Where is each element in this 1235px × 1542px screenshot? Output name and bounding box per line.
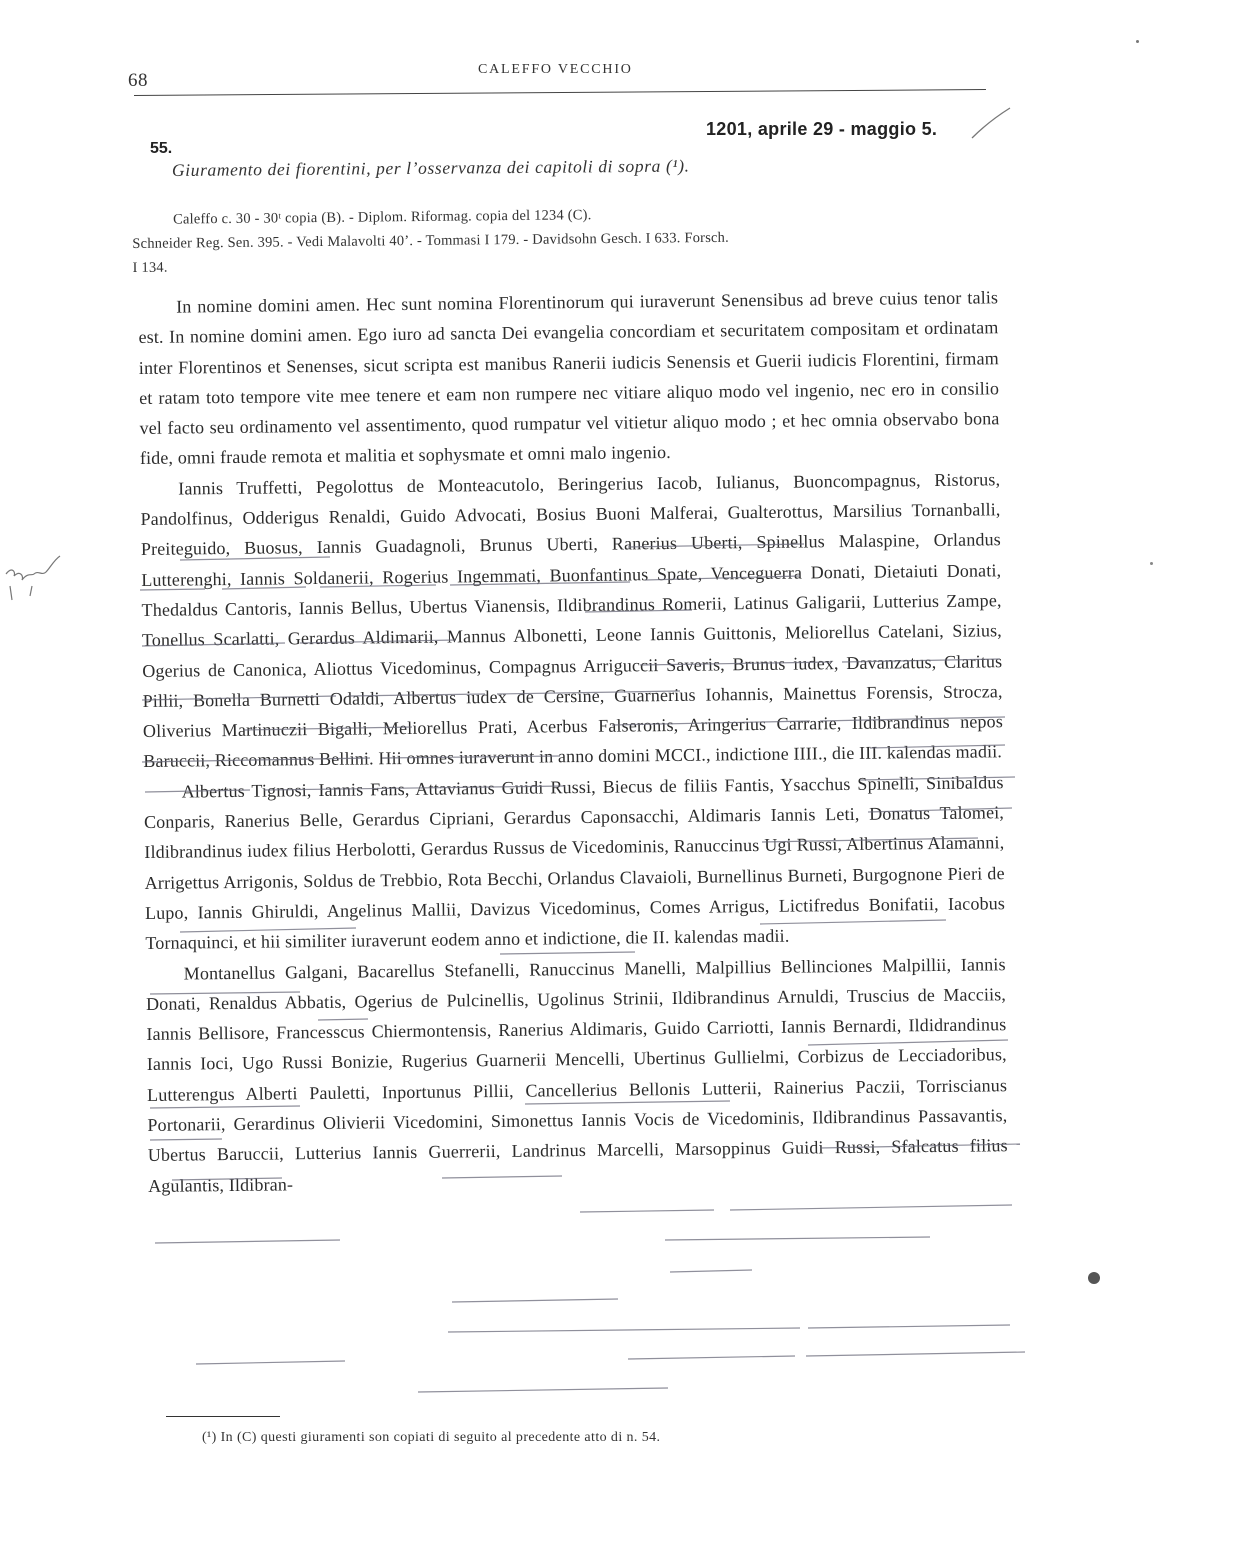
document-title: Giuramento dei fiorentini, per l’osservanza dei capitoli di sopra (¹). — [171, 155, 690, 180]
source-line: Schneider Reg. Sen. 395. - Vedi Malavolti 40’. - Tommasi I 179. - Davidsohn Gesch. I 633. Forsch. — [132, 229, 729, 252]
footnote: (¹) In (C) questi giuramenti son copiati di seguito al precedente atto di n. 54. — [202, 1430, 661, 1445]
dust-dot — [1150, 562, 1153, 565]
header-rule — [134, 89, 986, 96]
dust-dot — [1136, 40, 1139, 43]
pencil-margin-note — [2, 546, 66, 610]
document-number: 55. — [150, 140, 173, 157]
source-citations — [132, 199, 993, 280]
oath-paragraph: In nomine domini amen. Hec sunt nomina Florentinorum qui iuraverunt Senensibus ad breve cuius tenor talis est. In nomine domini amen. Ego iuro ad sancta Dei evangelia concordiam et securitatem compositam et ordinatam inter Florentinos et Senenses, sicut scripta est manibus Ranerii iudicis Senensis et Guerii iudicis Florentini, firmam et ratam toto tempore vite mee tenere et eam non rumpere nec vitiare aliquo modo vel ingenio, nec ero in consilio vel facto seu ordinamento vel assentimento, quod rumpatur vel vitietur aliquo modo ; et hec omnia observabo bona fide, omni fraude remota et malitia et sophysmate et omni malo ingenio. — [138, 287, 1000, 469]
running-title: CALEFFO VECCHIO — [478, 62, 633, 77]
source-line: I 134. — [132, 259, 168, 276]
footnote-rule — [166, 1416, 280, 1417]
pencil-slash-mark — [970, 106, 1012, 140]
names-paragraph-1: Iannis Truffetti, Pegolottus de Monteacutolo, Beringerius Iacob, Iulianus, Buoncompagnus, Ristorus, Pandolfinus, Odderigus Renaldi, Guido Advocati, Bosius Buoni Malferai, Gualterottus, Marsilius Tornanballi, Preiteguido, Buosus, Iannis Guadagnoli, Brunus Uberti, Ranerius Uberti, Spinellus Malaspine, Orlandus Lutterenghi, Iannis Soldanerii, Rogerius Ingemmati, Buonfantinus Spate, Venceguerra Donati, Dietaiuti Donati, Thedaldus Cantoris, Iannis Bellus, Ubertus Vianensis, Ildibrandinus Romerii, Latinus Galigarii, Lutterius Zampe, Tonellus Scarlatti, Gerardus Aldimarii, Mannus Albonetti, Leone Iannis Guittonis, Meliorellus Catelani, Sizius, Ogerius de Canonica, Aliottus Vicedominus, Compagnus Arriguccii Saveris, Brunus iudex, Davanzatus, Claritus Pillii, Bonella Burnetti Odaldi, Albertus iudex de Cersine, Guarnerius Iohannis, Mainettus Forensis, Strocza, Oliverius Martinuczii Bigalli, Meliorellus Prati, Acerbus Falseronis, Aringerius Carrarie, Ildibrandinus nepos Baruccii, Riccomannus Bellini. Hii omnes iuraverunt in anno domini MCCI., indictione IIII., die III. kalendas madii. — [140, 469, 1004, 772]
names-paragraph-2: Albertus Tignosi, Iannis Fans, Attavianus Guidi Russi, Biecus de filiis Fantis, Ysacchus Spinelli, Sinibaldus Conparis, Ranerius Belle, Gerardus Cipriani, Gerardus Caponsacchi, Aldimaris Iannis Leti, Donatus Talomei, Ildibrandinus iudex filius Herbolotti, Gerardus Russus de Vicedominis, Ranuccinus Ugi Russi, Albertinus Alamanni, Arrigettus Arrigonis, Soldus de Trebbio, Rota Becchi, Orlandus Clavaioli, Burnellinus Burneti, Burgognone Pieri de Lupo, Iannis Ghiruldi, Angelinus Mallii, Davizus Vicedominus, Comes Arrigus, Lictifredus Bonifatii, Iacobus Tornaquinci, et hii similiter iuraverunt eodem anno et indictione, die II. kalendas madii. — [143, 771, 1006, 954]
document-body — [138, 282, 1008, 1201]
page-number: 68 — [128, 70, 148, 91]
names-paragraph-3: Montanellus Galgani, Bacarellus Stefanelli, Ranuccinus Manelli, Malpillius Bellinciones Malpillii, Iannis Donati, Renaldus Abbatis, Ogerius de Pulcinellis, Ugolinus Strinii, Ildibrandinus Arnuldi, Truscius de Macciis, Iannis Bellisore, Francesscus Chiermontensis, Ranerius Aldimaris, Guido Carriotti, Iannis Bernardi, Ildidrandinus Iannis Ioci, Ugo Russi Bonizie, Rugerius Guarnerii Mencelli, Ubertinus Gullielmi, Corbizus de Lecciadoribus, Lutterengus Alberti Pauletti, Inportunus Pillii, Cancellerius Bellonis Lutterii, Rainerius Paczii, Torriscianus Portonarii, Gerardinus Olivierii Vicedomini, Simonettus Iannis Vocis de Vicedominis, Ildibrandinus Passavantis, Ubertus Baruccii, Lutterius Iannis Guerrerii, Landrinus Marcelli, Marsoppinus Guidi Russi, Sfalcatus filius Agulantis, Ildibran- — [145, 953, 1008, 1196]
source-line: Caleffo c. 30 - 30ᵗ copia (B). - Diplom. Riformag. copia del 1234 (C). — [173, 207, 592, 228]
document-date: 1201, aprile 29 - maggio 5. — [706, 119, 938, 139]
ink-speck — [1088, 1272, 1100, 1284]
